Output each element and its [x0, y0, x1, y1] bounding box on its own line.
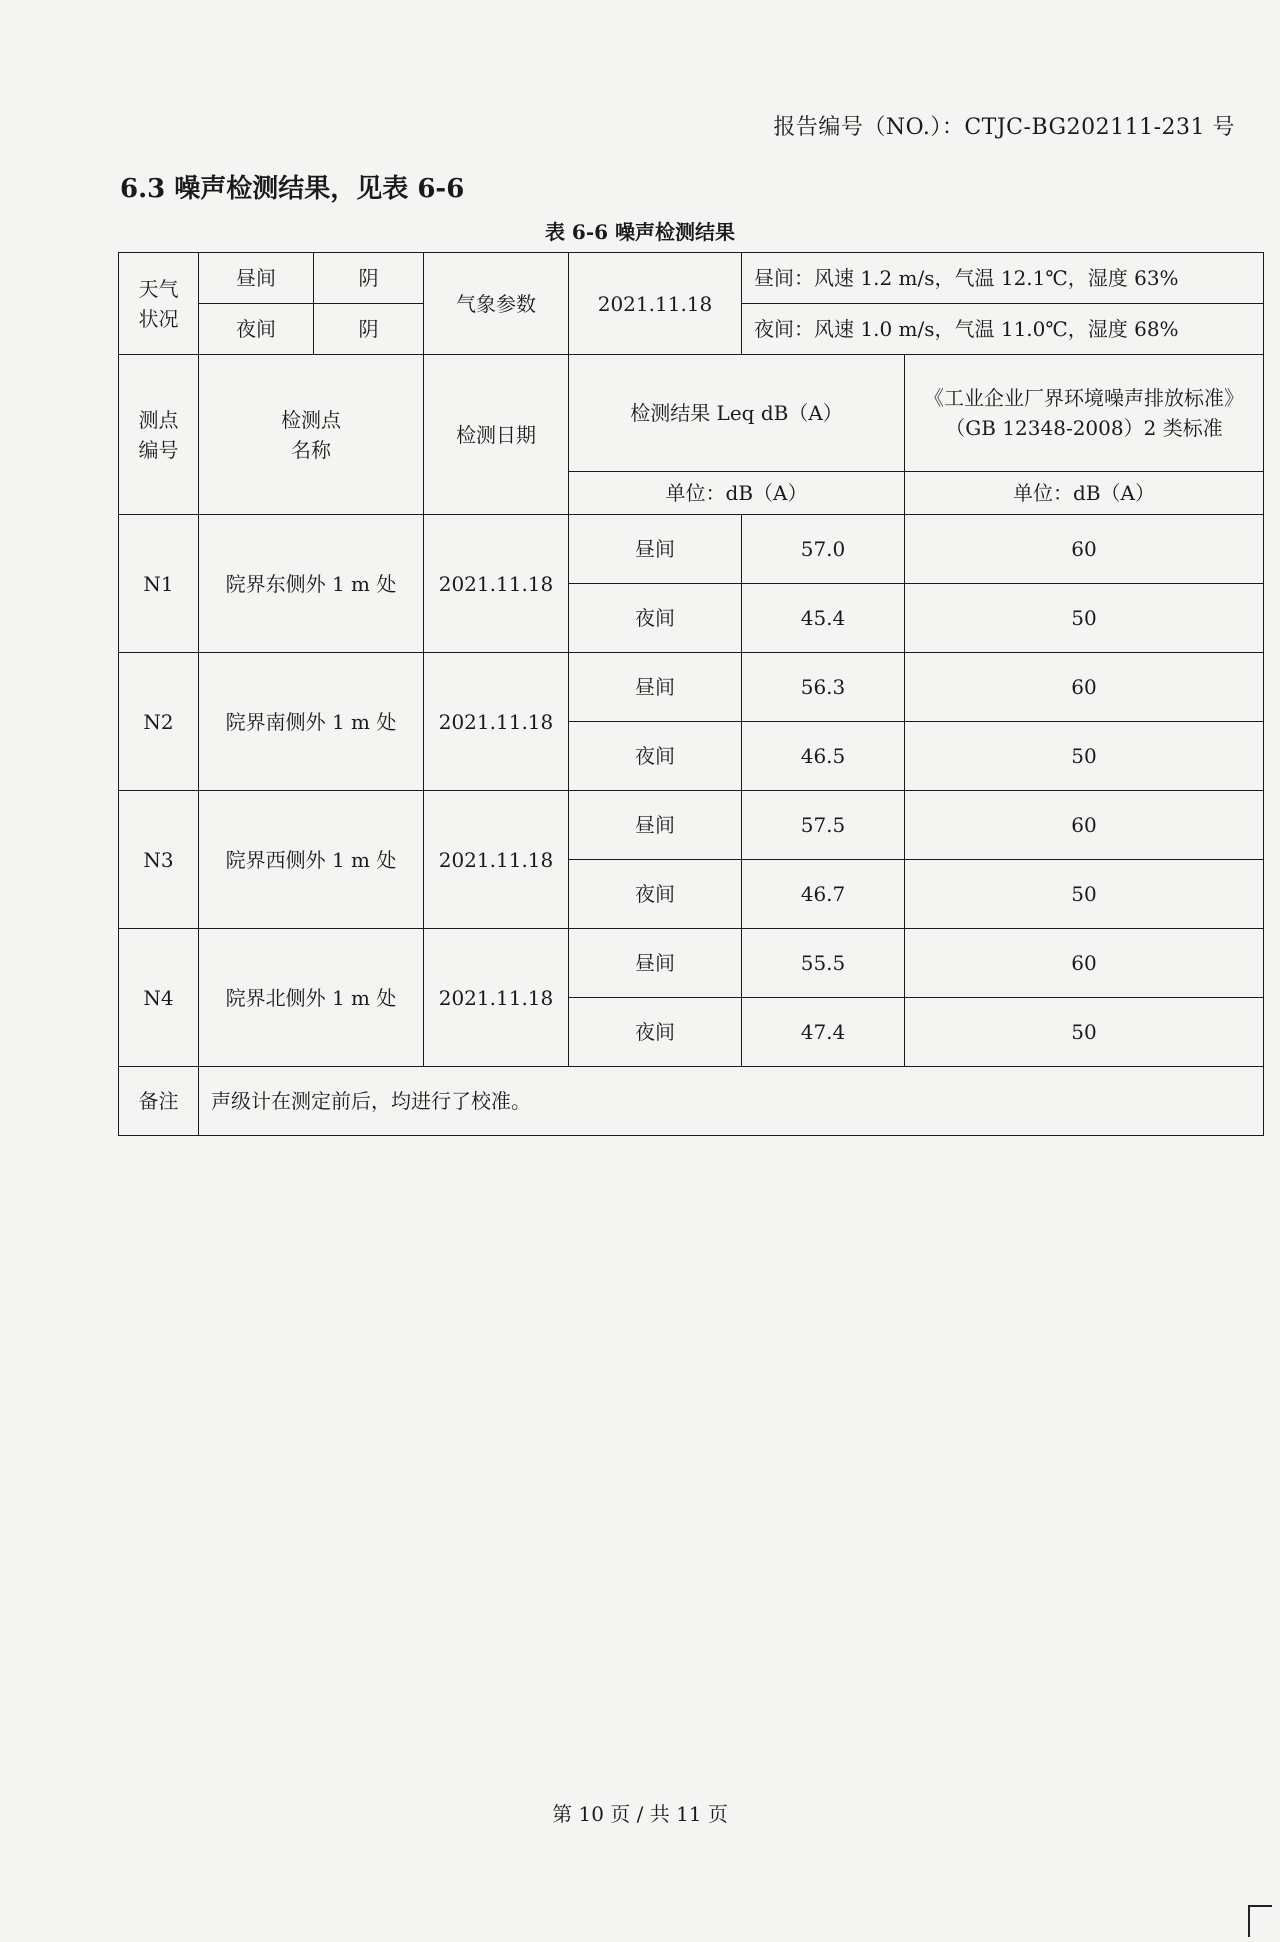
point-name: 院界北侧外 1 m 处: [199, 929, 424, 1067]
period-label: 夜间: [569, 998, 742, 1067]
standard-value: 50: [905, 584, 1264, 653]
weather-night-value: 阴: [314, 304, 424, 355]
measured-value: 56.3: [742, 653, 905, 722]
weather-day-value: 阴: [314, 253, 424, 304]
weather-row-day: [119, 253, 1264, 304]
point-date: 2021.11.18: [424, 515, 569, 653]
header-result-unit: 单位：dB（A）: [569, 472, 905, 515]
point-no: N1: [119, 515, 199, 653]
point-name: 院界西侧外 1 m 处: [199, 791, 424, 929]
meteo-date: 2021.11.18: [569, 253, 742, 355]
noise-results-table: [118, 252, 1264, 1136]
table-row: [119, 929, 1264, 998]
period-label: 昼间: [569, 791, 742, 860]
measured-value: 57.5: [742, 791, 905, 860]
meteo-label: 气象参数: [424, 253, 569, 355]
header-standard-unit: 单位：dB（A）: [905, 472, 1264, 515]
header-point-no: 测点 编号: [119, 355, 199, 515]
point-no: N2: [119, 653, 199, 791]
measured-value: 46.7: [742, 860, 905, 929]
standard-value: 50: [905, 722, 1264, 791]
standard-value: 60: [905, 791, 1264, 860]
table-caption: 表 6-6 噪声检测结果: [544, 220, 736, 244]
period-label: 夜间: [569, 860, 742, 929]
point-date: 2021.11.18: [424, 653, 569, 791]
period-label: 夜间: [569, 722, 742, 791]
table-row: [119, 791, 1264, 860]
table-row: [119, 653, 1264, 722]
header-point-name: 检测点 名称: [199, 355, 424, 515]
standard-value: 60: [905, 515, 1264, 584]
period-label: 昼间: [569, 653, 742, 722]
remark-label: 备注: [119, 1067, 199, 1136]
standard-value: 50: [905, 998, 1264, 1067]
table-row: [119, 515, 1264, 584]
header-standard: 《工业企业厂界环境噪声排放标准》（GB 12348-2008）2 类标准: [905, 355, 1264, 472]
remark-row: [119, 1067, 1264, 1136]
point-no: N4: [119, 929, 199, 1067]
header-row: [119, 355, 1264, 472]
report-number: 报告编号（NO.）：CTJC-BG202111-231 号: [773, 115, 1235, 140]
header-date: 检测日期: [424, 355, 569, 515]
measured-value: 47.4: [742, 998, 905, 1067]
period-label: 昼间: [569, 515, 742, 584]
remark-text: 声级计在测定前后，均进行了校准。: [199, 1067, 1264, 1136]
measured-value: 46.5: [742, 722, 905, 791]
section-heading: 6.3 噪声检测结果，见表 6-6: [120, 174, 465, 204]
point-name: 院界南侧外 1 m 处: [199, 653, 424, 791]
point-date: 2021.11.18: [424, 929, 569, 1067]
weather-night-label: 夜间: [199, 304, 314, 355]
period-label: 夜间: [569, 584, 742, 653]
meteo-day-params: 昼间：风速 1.2 m/s，气温 12.1℃，湿度 63%: [742, 253, 1264, 304]
measured-value: 57.0: [742, 515, 905, 584]
weather-day-label: 昼间: [199, 253, 314, 304]
measured-value: 45.4: [742, 584, 905, 653]
meteo-night-params: 夜间：风速 1.0 m/s，气温 11.0℃，湿度 68%: [742, 304, 1264, 355]
corner-mark: [1248, 1905, 1272, 1937]
standard-value: 60: [905, 653, 1264, 722]
point-name: 院界东侧外 1 m 处: [199, 515, 424, 653]
point-no: N3: [119, 791, 199, 929]
standard-value: 60: [905, 929, 1264, 998]
weather-label: 天气 状况: [119, 253, 199, 355]
header-result: 检测结果 Leq dB（A）: [569, 355, 905, 472]
page-footer: 第 10 页 / 共 11 页: [552, 1802, 728, 1826]
measured-value: 55.5: [742, 929, 905, 998]
period-label: 昼间: [569, 929, 742, 998]
point-date: 2021.11.18: [424, 791, 569, 929]
standard-value: 50: [905, 860, 1264, 929]
